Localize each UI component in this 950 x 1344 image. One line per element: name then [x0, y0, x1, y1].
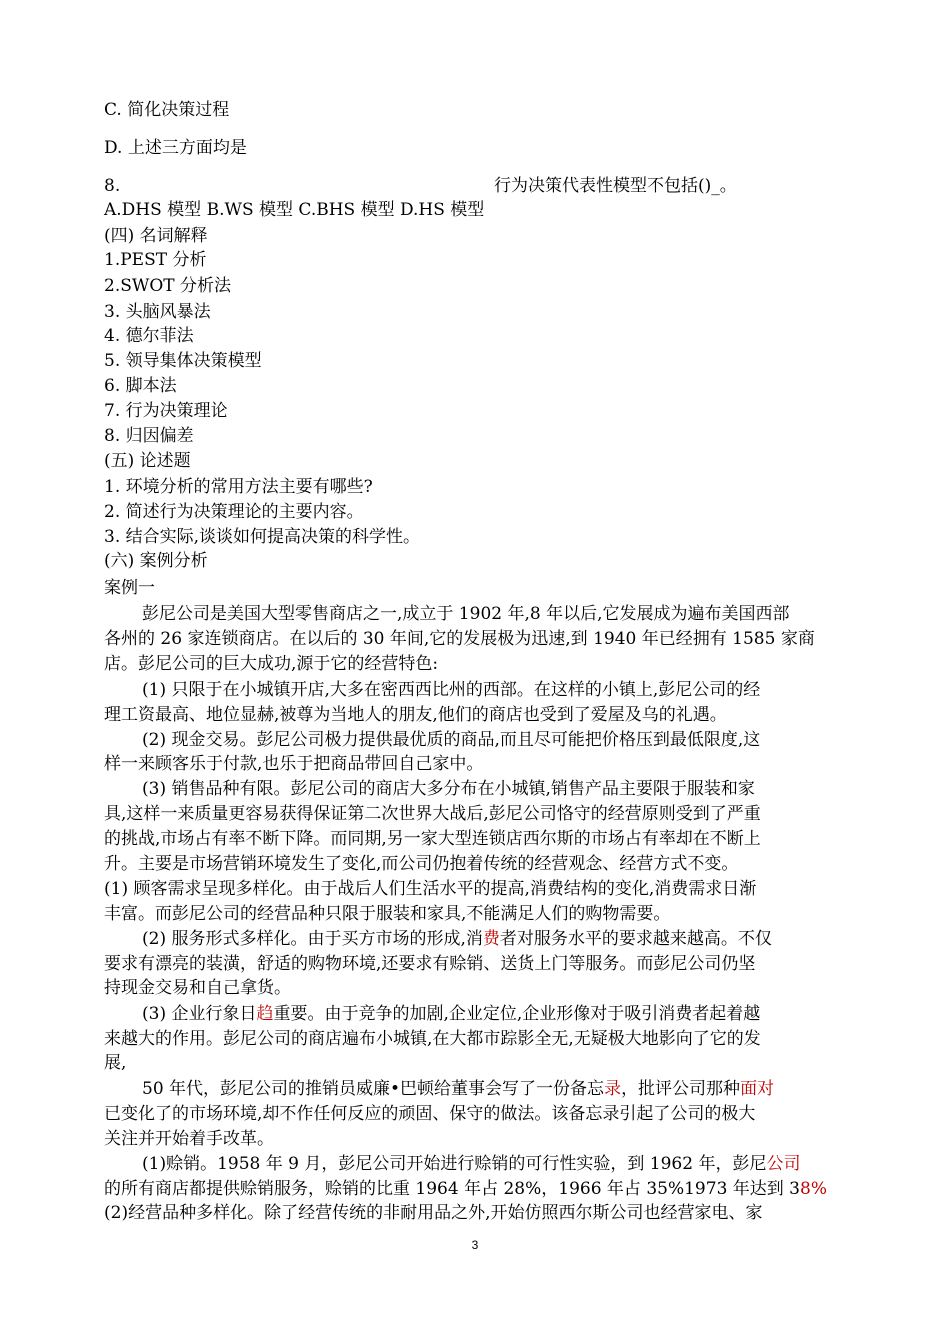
paragraph-line: 持现金交易和自己拿货。	[104, 978, 291, 998]
option-c: C. 简化决策过程	[104, 100, 230, 120]
text-run: (1)赊销。1958 年 9 月，彭尼公司开始进行赊销的可行性实验，到 1962 年，彭尼	[142, 1154, 767, 1174]
paragraph-line: 店。彭尼公司的巨大成功,源于它的经营特色:	[104, 654, 439, 674]
text-run: (3) 企业行象日	[142, 1004, 257, 1024]
paragraph-line: 升。主要是市场营销环境发生了变化,而公司仍抱着传统的经营观念、经营方式不变。	[104, 854, 739, 874]
highlighted-text: 趋	[256, 1004, 274, 1024]
paragraph-line: 具,这样一来质量更容易获得保证第二次世界大战后,彭尼公司恪守的经营原则受到了严重	[104, 804, 761, 824]
paragraph-line: (2) 现金交易。彭尼公司极力提供最优质的商品,而且尽可能把价格压到最低限度,这	[142, 730, 761, 750]
question-8	[104, 174, 864, 198]
list-item: 2.SWOT 分析法	[104, 276, 232, 296]
paragraph-line: 来越大的作用。彭尼公司的商店遍布小城镇,在大都市踪影全无,无疑极大地影向了它的发	[104, 1029, 761, 1049]
paragraph-line: (1) 只限于在小城镇开店,大多在密西西比州的西部。在这样的小镇上,彭尼公司的经	[142, 680, 761, 700]
list-item: 4. 德尔菲法	[104, 326, 194, 346]
list-item: 7. 行为决策理论	[104, 401, 228, 421]
paragraph-line: 的挑战,市场占有率不断下降。而同期,另一家大型连锁店西尔斯的市场占有率却在不断上	[104, 829, 761, 849]
highlighted-text: 录	[604, 1079, 622, 1099]
section-heading: (五) 论述题	[104, 451, 191, 471]
paragraph-line: 丰富。而彭尼公司的经营品种只限于服装和家具,不能满足人们的购物需要。	[104, 904, 671, 924]
section-heading: (四) 名词解释	[104, 226, 208, 246]
paragraph-line	[104, 1177, 864, 1201]
paragraph-line: 已变化了的市场环境,却不作任何反应的顽固、保守的做法。该备忘录引起了公司的极大	[104, 1104, 756, 1124]
list-item: 6. 脚本法	[104, 376, 177, 396]
page-number: 3	[471, 1238, 479, 1252]
highlighted-text: 公司	[766, 1154, 801, 1174]
text-run: ，批评公司那种	[621, 1079, 741, 1099]
list-item: 1. 环境分析的常用方法主要有哪些?	[104, 477, 373, 497]
list-item: 8. 归因偏差	[104, 426, 194, 446]
question-number: 8.	[104, 176, 121, 196]
question-text: 行为决策代表性模型不包括()_。	[494, 176, 737, 196]
paragraph-line: (1) 顾客需求呈现多样化。由于战后人们生活水平的提高,消费结构的变化,消费需求日渐	[104, 879, 757, 899]
paragraph-line: (2)经营品种多样化。除了经营传统的非耐用品之外,开始仿照西尔斯公司也经营家电、家	[104, 1203, 763, 1223]
section-heading: (六) 案例分析	[104, 551, 208, 571]
text-run: 重要。由于竞争的加剧,企业定位,企业形像对于吸引消费者起着越	[273, 1004, 761, 1024]
paragraph-line: (3) 销售品种有限。彭尼公司的商店大多分布在小城镇,销售产品主要限于服装和家	[142, 779, 755, 799]
list-item: 1.PEST 分析	[104, 250, 207, 270]
paragraph-line: 理工资最高、地位显赫,被尊为当地人的朋友,他们的商店也受到了爱屋及乌的礼遇。	[104, 705, 727, 725]
paragraph-line: 展,	[104, 1053, 127, 1073]
text-run: 的所有商店都提供赊销服务，赊销的比重 1964 年占 28%，1966 年占 35%1973 年达到 3	[104, 1179, 801, 1199]
paragraph-line: 要求有漂亮的装潢，舒适的购物环境,还要求有赊销、送货上门等服务。而彭尼公司仍坚	[104, 954, 756, 974]
paragraph-line	[142, 927, 864, 951]
case-title: 案例一	[104, 578, 155, 598]
text-run: 者对服务水平的要求越来越高。不仅	[499, 929, 772, 949]
highlighted-text: 面对	[740, 1079, 775, 1099]
paragraph-line: 各州的 26 家连锁商店。在以后的 30 年间,它的发展极为迅速,到 1940 年已经拥有 1585 家商	[104, 629, 815, 649]
list-item: 5. 领导集体决策模型	[104, 351, 262, 371]
highlighted-text: 8%	[800, 1179, 827, 1199]
list-item: 3. 结合实际,谈谈如何提高决策的科学性。	[104, 527, 421, 547]
paragraph-line	[142, 1077, 864, 1101]
option-d: D. 上述三方面均是	[104, 138, 247, 158]
list-item: 3. 头脑风暴法	[104, 302, 211, 322]
paragraph-line: 样一来顾客乐于付款,也乐于把商品带回自己家中。	[104, 754, 484, 774]
paragraph-line: 彭尼公司是美国大型零售商店之一,成立于 1902 年,8 年以后,它发展成为遍布美国西部	[142, 604, 790, 624]
highlighted-text: 费	[482, 929, 500, 949]
list-item: 2. 简述行为决策理论的主要内容。	[104, 502, 364, 522]
text-run: 50 年代，彭尼公司的推销员威廉•巴顿给董事会写了一份备忘	[142, 1079, 605, 1099]
text-run: (2) 服务形式多样化。由于买方市场的形成,消	[142, 929, 483, 949]
paragraph-line	[142, 1152, 864, 1176]
question-8-choices: A.DHS 模型 B.WS 模型 C.BHS 模型 D.HS 模型	[104, 200, 485, 220]
paragraph-line: 关注并开始着手改革。	[104, 1129, 274, 1149]
paragraph-line	[142, 1002, 864, 1026]
